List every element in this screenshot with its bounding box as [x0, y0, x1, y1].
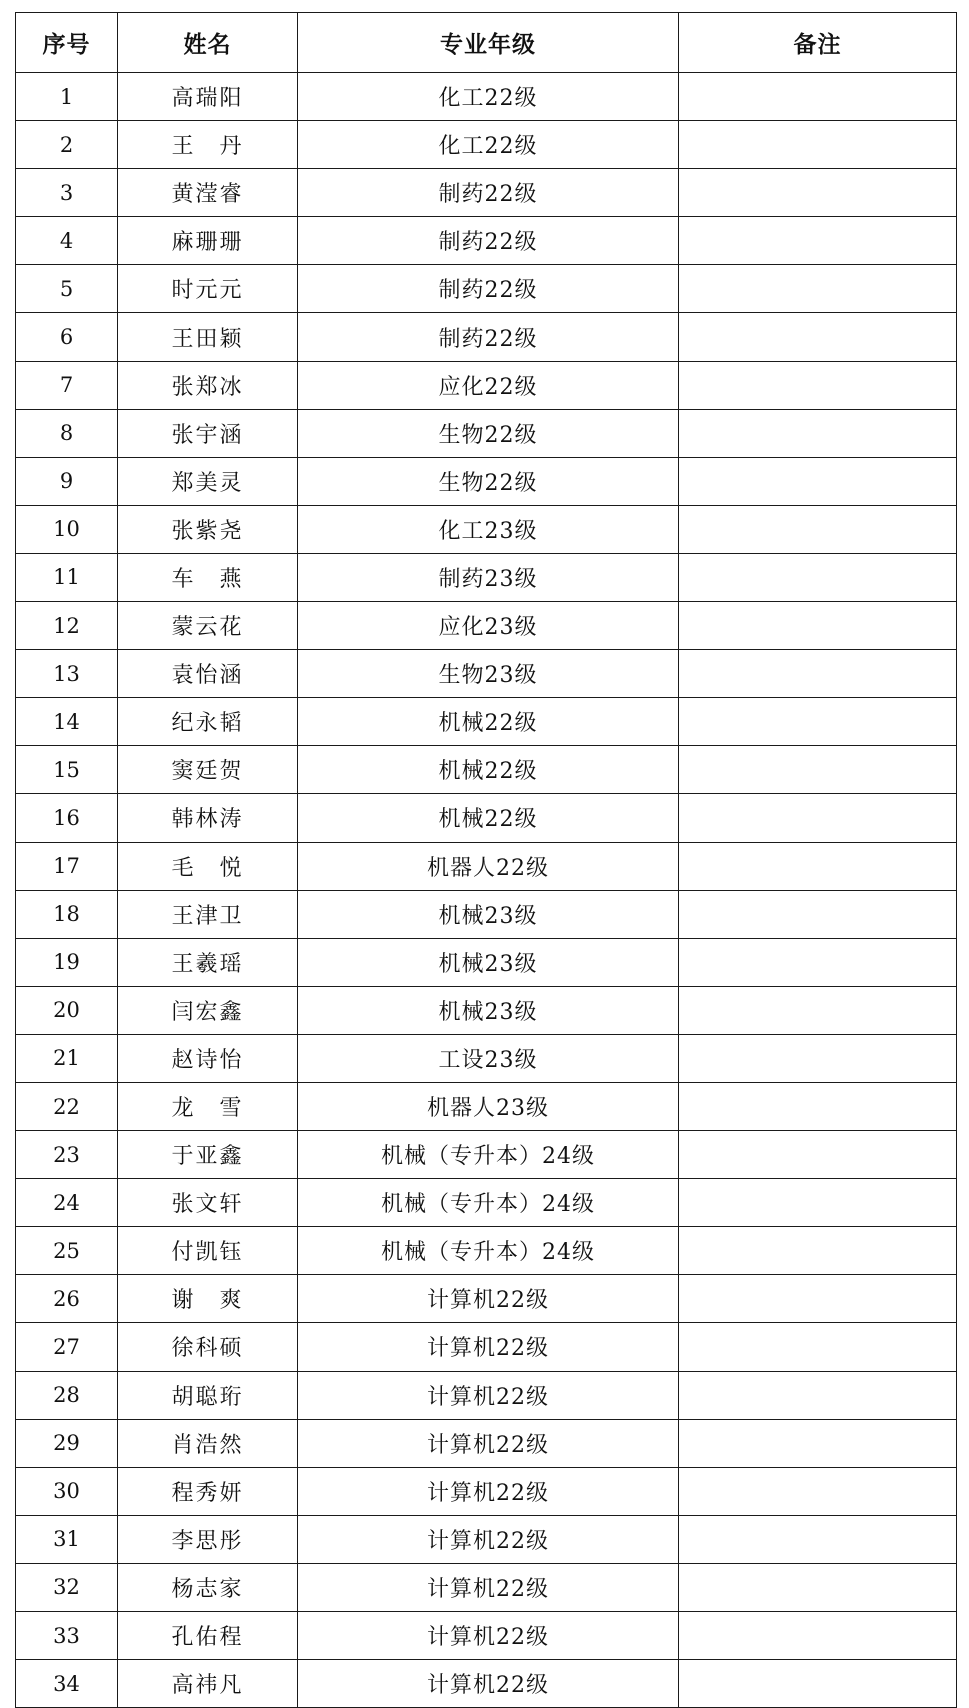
cell-name: 窦廷贺: [118, 746, 298, 794]
cell-index: 23: [16, 1131, 118, 1179]
cell-name: 肖浩然: [118, 1419, 298, 1467]
cell-index: 10: [16, 505, 118, 553]
cell-name: 杨志家: [118, 1563, 298, 1611]
cell-major: 机械22级: [298, 794, 679, 842]
cell-major: 应化22级: [298, 361, 679, 409]
cell-note: [679, 1419, 957, 1467]
cell-note: [679, 73, 957, 121]
cell-note: [679, 794, 957, 842]
cell-note: [679, 1227, 957, 1275]
header-major: 专业年级: [298, 13, 679, 73]
table-row: [16, 361, 957, 409]
cell-note: [679, 1515, 957, 1563]
cell-major: 计算机22级: [298, 1467, 679, 1515]
cell-name: 毛 悦: [118, 842, 298, 890]
cell-name: 赵诗怡: [118, 1034, 298, 1082]
table-row: [16, 650, 957, 698]
cell-index: 19: [16, 938, 118, 986]
table-row: [16, 121, 957, 169]
cell-major: 计算机22级: [298, 1323, 679, 1371]
cell-note: [679, 553, 957, 601]
cell-note: [679, 890, 957, 938]
cell-index: 17: [16, 842, 118, 890]
cell-name: 李思彤: [118, 1515, 298, 1563]
cell-note: [679, 409, 957, 457]
cell-note: [679, 1371, 957, 1419]
cell-name: 胡聪珩: [118, 1371, 298, 1419]
cell-major: 生物23级: [298, 650, 679, 698]
cell-name: 韩林涛: [118, 794, 298, 842]
table-row: [16, 746, 957, 794]
table-row: [16, 1275, 957, 1323]
table-row: [16, 1419, 957, 1467]
cell-name: 纪永韬: [118, 698, 298, 746]
cell-name: 王 丹: [118, 121, 298, 169]
cell-major: 机械（专升本）24级: [298, 1179, 679, 1227]
table-row: [16, 1082, 957, 1130]
cell-major: 机械（专升本）24级: [298, 1227, 679, 1275]
cell-major: 应化23级: [298, 602, 679, 650]
cell-note: [679, 938, 957, 986]
cell-index: 21: [16, 1034, 118, 1082]
table-row: [16, 1467, 957, 1515]
cell-name: 张文轩: [118, 1179, 298, 1227]
table-row: [16, 1660, 957, 1708]
cell-note: [679, 1323, 957, 1371]
cell-index: 7: [16, 361, 118, 409]
cell-name: 程秀妍: [118, 1467, 298, 1515]
cell-index: 27: [16, 1323, 118, 1371]
cell-major: 制药23级: [298, 553, 679, 601]
cell-name: 麻珊珊: [118, 217, 298, 265]
cell-index: 30: [16, 1467, 118, 1515]
cell-index: 18: [16, 890, 118, 938]
cell-note: [679, 1467, 957, 1515]
cell-index: 6: [16, 313, 118, 361]
cell-major: 机械23级: [298, 986, 679, 1034]
cell-index: 15: [16, 746, 118, 794]
cell-major: 化工23级: [298, 505, 679, 553]
table-row: [16, 1227, 957, 1275]
cell-major: 制药22级: [298, 313, 679, 361]
cell-index: 14: [16, 698, 118, 746]
cell-index: 3: [16, 169, 118, 217]
cell-index: 32: [16, 1563, 118, 1611]
cell-note: [679, 842, 957, 890]
cell-name: 徐科硕: [118, 1323, 298, 1371]
cell-major: 计算机22级: [298, 1515, 679, 1563]
cell-major: 计算机22级: [298, 1660, 679, 1708]
table-row: [16, 169, 957, 217]
cell-note: [679, 1612, 957, 1660]
cell-name: 付凯钰: [118, 1227, 298, 1275]
cell-note: [679, 121, 957, 169]
cell-index: 13: [16, 650, 118, 698]
cell-major: 生物22级: [298, 409, 679, 457]
cell-name: 郑美灵: [118, 457, 298, 505]
cell-index: 28: [16, 1371, 118, 1419]
cell-name: 袁怡涵: [118, 650, 298, 698]
cell-name: 王羲瑶: [118, 938, 298, 986]
table-row: [16, 1131, 957, 1179]
table-header: [16, 13, 957, 73]
table-row: [16, 1034, 957, 1082]
cell-name: 谢 爽: [118, 1275, 298, 1323]
table-row: [16, 1515, 957, 1563]
cell-major: 制药22级: [298, 217, 679, 265]
cell-name: 孔佑程: [118, 1612, 298, 1660]
header-note: 备注: [679, 13, 957, 73]
cell-major: 工设23级: [298, 1034, 679, 1082]
cell-name: 王津卫: [118, 890, 298, 938]
cell-major: 机械（专升本）24级: [298, 1131, 679, 1179]
cell-name: 车 燕: [118, 553, 298, 601]
cell-major: 计算机22级: [298, 1563, 679, 1611]
cell-name: 高瑞阳: [118, 73, 298, 121]
table-row: [16, 553, 957, 601]
cell-note: [679, 217, 957, 265]
cell-note: [679, 650, 957, 698]
table-row: [16, 602, 957, 650]
cell-note: [679, 1082, 957, 1130]
cell-note: [679, 1034, 957, 1082]
cell-name: 张郑冰: [118, 361, 298, 409]
table-row: [16, 1612, 957, 1660]
cell-name: 张紫尧: [118, 505, 298, 553]
cell-note: [679, 1131, 957, 1179]
cell-index: 26: [16, 1275, 118, 1323]
table-row: [16, 409, 957, 457]
table-row: [16, 1179, 957, 1227]
cell-index: 33: [16, 1612, 118, 1660]
table-row: [16, 938, 957, 986]
table-row: [16, 1323, 957, 1371]
cell-major: 机械22级: [298, 698, 679, 746]
document-page: [15, 12, 956, 1699]
table-row: [16, 505, 957, 553]
table-row: [16, 698, 957, 746]
cell-major: 机械23级: [298, 890, 679, 938]
cell-major: 机器人23级: [298, 1082, 679, 1130]
cell-major: 计算机22级: [298, 1419, 679, 1467]
cell-index: 5: [16, 265, 118, 313]
cell-note: [679, 457, 957, 505]
cell-major: 化工22级: [298, 121, 679, 169]
cell-major: 机械22级: [298, 746, 679, 794]
cell-index: 8: [16, 409, 118, 457]
cell-note: [679, 746, 957, 794]
cell-major: 机械23级: [298, 938, 679, 986]
cell-note: [679, 505, 957, 553]
table-body: [16, 73, 957, 1708]
cell-index: 25: [16, 1227, 118, 1275]
cell-index: 9: [16, 457, 118, 505]
cell-name: 时元元: [118, 265, 298, 313]
cell-index: 1: [16, 73, 118, 121]
cell-note: [679, 265, 957, 313]
cell-note: [679, 602, 957, 650]
header-index: 序号: [16, 13, 118, 73]
cell-note: [679, 698, 957, 746]
cell-major: 机器人22级: [298, 842, 679, 890]
table-row: [16, 842, 957, 890]
cell-index: 29: [16, 1419, 118, 1467]
cell-note: [679, 1563, 957, 1611]
table-row: [16, 217, 957, 265]
table-row: [16, 73, 957, 121]
table-row: [16, 1563, 957, 1611]
table-row: [16, 986, 957, 1034]
cell-major: 计算机22级: [298, 1612, 679, 1660]
cell-name: 蒙云花: [118, 602, 298, 650]
cell-name: 于亚鑫: [118, 1131, 298, 1179]
cell-note: [679, 313, 957, 361]
cell-name: 高祎凡: [118, 1660, 298, 1708]
table-row: [16, 890, 957, 938]
cell-note: [679, 169, 957, 217]
cell-index: 2: [16, 121, 118, 169]
header-row: [16, 13, 957, 73]
student-list-table: [15, 12, 957, 1708]
cell-index: 31: [16, 1515, 118, 1563]
cell-index: 34: [16, 1660, 118, 1708]
cell-index: 20: [16, 986, 118, 1034]
table-row: [16, 457, 957, 505]
cell-major: 制药22级: [298, 169, 679, 217]
cell-note: [679, 361, 957, 409]
cell-index: 16: [16, 794, 118, 842]
cell-index: 4: [16, 217, 118, 265]
cell-index: 11: [16, 553, 118, 601]
cell-note: [679, 1660, 957, 1708]
cell-note: [679, 1179, 957, 1227]
table-row: [16, 313, 957, 361]
cell-major: 计算机22级: [298, 1371, 679, 1419]
cell-name: 黄滢睿: [118, 169, 298, 217]
cell-note: [679, 986, 957, 1034]
header-name: 姓名: [118, 13, 298, 73]
cell-major: 化工22级: [298, 73, 679, 121]
cell-index: 12: [16, 602, 118, 650]
cell-note: [679, 1275, 957, 1323]
table-row: [16, 265, 957, 313]
cell-major: 制药22级: [298, 265, 679, 313]
cell-name: 龙 雪: [118, 1082, 298, 1130]
cell-name: 闫宏鑫: [118, 986, 298, 1034]
cell-index: 22: [16, 1082, 118, 1130]
cell-major: 生物22级: [298, 457, 679, 505]
table-row: [16, 794, 957, 842]
cell-index: 24: [16, 1179, 118, 1227]
table-row: [16, 1371, 957, 1419]
cell-name: 王田颖: [118, 313, 298, 361]
cell-major: 计算机22级: [298, 1275, 679, 1323]
cell-name: 张宇涵: [118, 409, 298, 457]
